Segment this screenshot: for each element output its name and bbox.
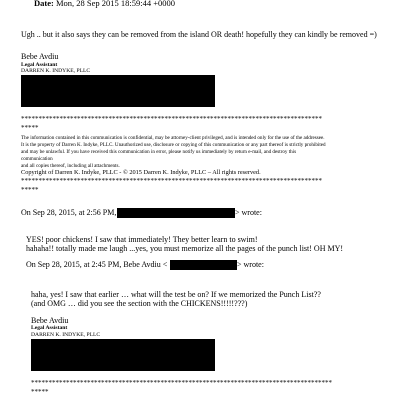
quote-body-line: hahaha!! totally made me laugh ...yes, you must memorize all the pages of the punch list! OH MY!	[26, 244, 344, 253]
separator-stars: *****	[21, 124, 39, 132]
separator-stars: *****	[21, 186, 39, 194]
separator-stars: **************************************************************************************	[21, 115, 322, 123]
disclaimer-line: and all copies thereof, including all attachments.	[21, 163, 120, 169]
signature-firm: DARREN K. INDYKE, PLLC	[31, 332, 101, 338]
quote-intro: On Sep 28, 2015, at 2:45 PM, Bebe Avdiu <	[26, 260, 168, 269]
separator-stars: *****	[31, 388, 49, 396]
signature-title: Legal Assistant	[21, 62, 58, 68]
quote-intro: On Sep 28, 2015, at 2:56 PM,	[21, 208, 117, 217]
signature-firm: DARREN K. INDYKE, PLLC	[21, 68, 91, 74]
disclaimer-line: and may be unlawful. If you have received this communication in error, please notify us immediately by return e-mail, and destroy this	[21, 149, 297, 155]
quote-wrote: > wrote:	[235, 208, 262, 217]
redaction-block	[170, 260, 237, 270]
reply-text: Ugh .. but it also says they can be removed from the island OR death! hopefully they can kindly be removed =)	[21, 30, 377, 39]
date-label: Date:	[34, 0, 54, 8]
signature-title: Legal Assistant	[31, 325, 68, 331]
disclaimer-line: It is the property of Darren K. Indyke, PLLC. Unauthorized use, disclosure or copying of this communication or any part thereof is strictly prohibited	[21, 142, 326, 148]
quote-body-line: haha, yes! I saw that earlier … what will the test be on? If we memorized the Punch List??	[31, 290, 321, 299]
email-date-header	[34, 0, 175, 8]
copyright-line: Copyright of Darren K. Indyke, PLLC - © 2015 Darren K. Indyke, PLLC – All rights reserved.	[21, 169, 261, 176]
date-value: Mon, 28 Sep 2015 18:59:44 +0000	[55, 0, 176, 8]
signature-name: Bebe Avdiu	[31, 316, 69, 325]
quote-body-line: YES! poor chickens! I saw that immediately! They better learn to swim!	[26, 235, 258, 244]
redaction-block	[21, 75, 215, 107]
quote-wrote: > wrote:	[237, 260, 264, 269]
separator-stars: **************************************************************************************	[31, 379, 332, 387]
disclaimer-line: communication	[21, 156, 53, 162]
signature-name: Bebe Avdiu	[21, 52, 59, 61]
separator-stars: **************************************************************************************	[21, 177, 322, 185]
quote-body-line: (and OMG … did you see the section with the CHICKENS!!!!!???)	[31, 299, 248, 308]
disclaimer-line: The information contained in this communication is confidential, may be attorney-client privileged, and is intended only for the use of the addressee.	[21, 135, 325, 141]
redaction-block	[117, 208, 235, 218]
redaction-block	[31, 339, 215, 371]
